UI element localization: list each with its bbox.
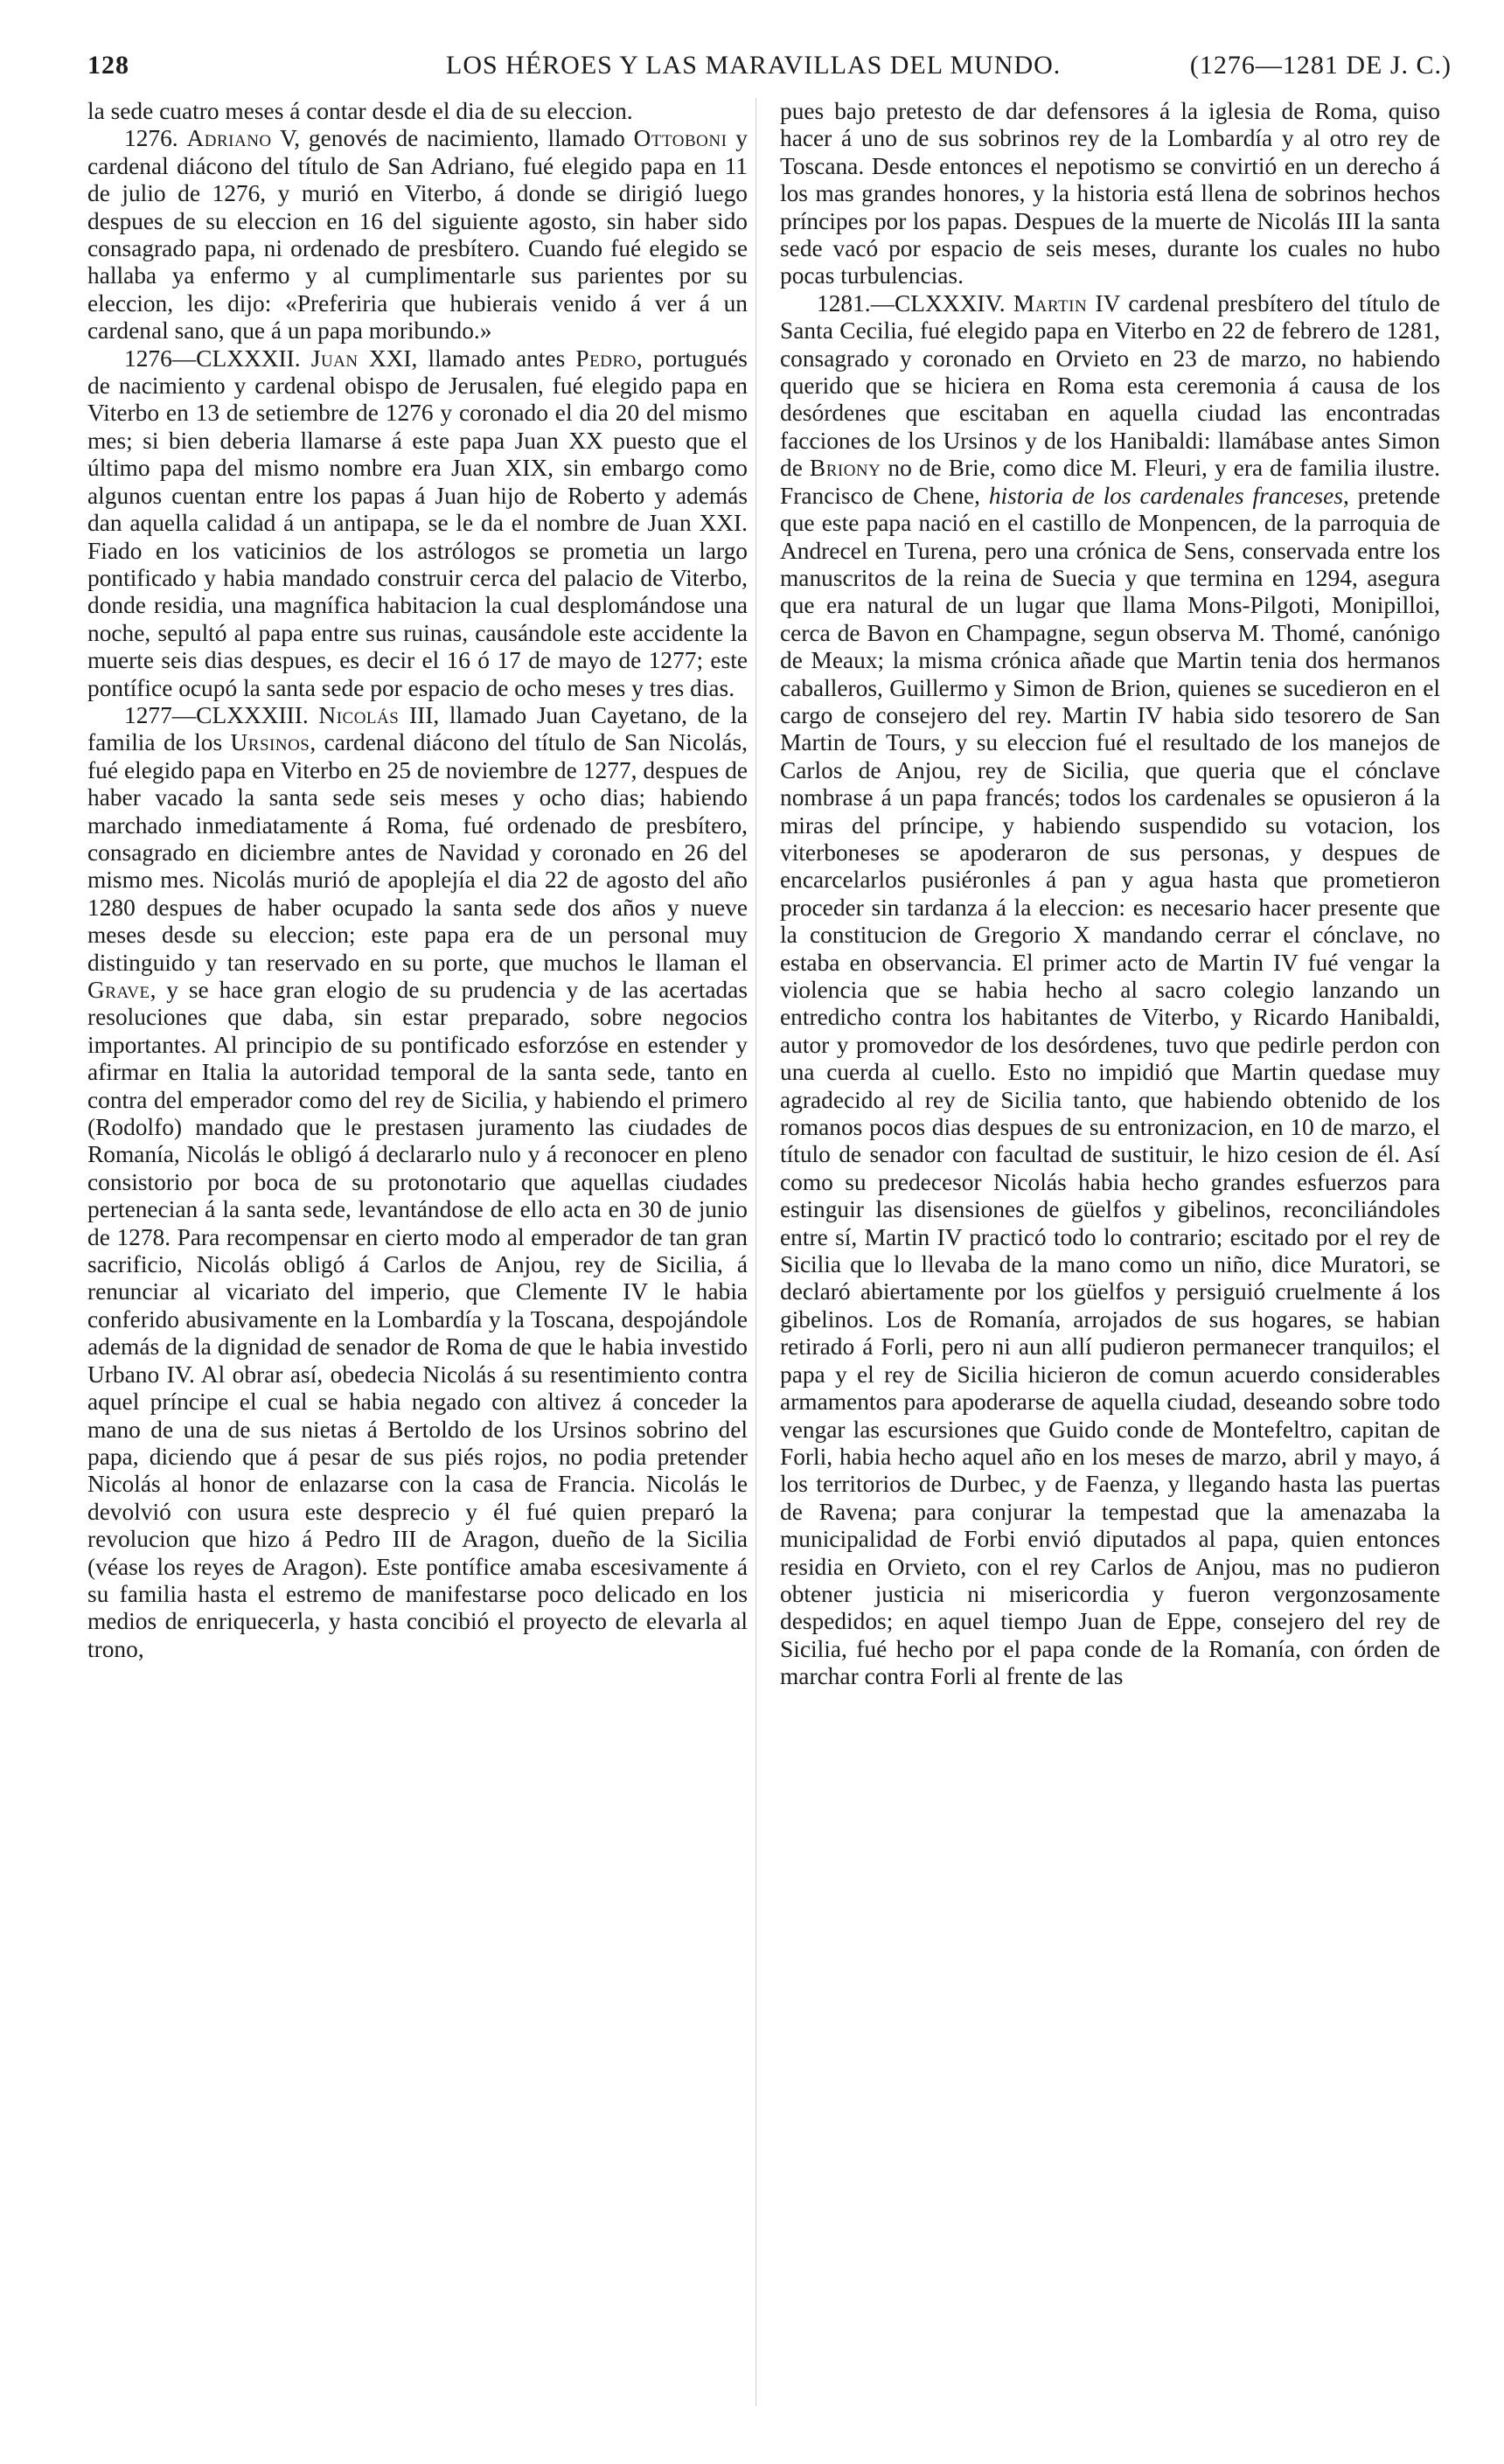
paragraph-text: y cardenal diácono del título de San Adriano, fué elegido papa en 11 de julio de 1276, y murió en Viterbo, á donde se dirigió luego despues de su eleccion en 16 del siguiente agosto, sin haber sido consagrado papa, ni ordenado de presbítero. Cuando fué elegido se hallaba ya enfermo y al cumplimentarle sus parientes por su eleccion, les dijo: «Preferiria que hubierais venido á ver á un cardenal sano, que á un papa moribundo.» bbox=[87, 125, 748, 345]
running-header bbox=[87, 51, 1452, 89]
paragraph-text: , cardenal diácono del título de San Nicolás, fué elegido papa en Viterbo en 25 de noviembre de 1277, despues de haber vacado la santa sede seis meses y ocho dias; habiendo marchado inmediatamente á Roma, fué ordenado de presbítero, consagrado en diciembre antes de Navidad y coronado en 26 del mismo mes. Nicolás murió de apoplejía el dia 22 de agosto del año 1280 despues de haber ocupado la santa sede dos años y nueve meses desde su eleccion; este papa era de un personal muy distinguido y tan reservado en su porte, que muchos le llaman el bbox=[87, 729, 748, 976]
pope-name: Nicolás bbox=[318, 701, 400, 728]
pope-name: Juan bbox=[310, 345, 359, 372]
entry-number: 1277—CLXXXIII. bbox=[124, 701, 309, 728]
family-name: Ursinos bbox=[230, 729, 310, 756]
family-name: Ottoboni bbox=[633, 125, 728, 152]
right-column bbox=[780, 98, 1440, 1691]
left-column bbox=[87, 98, 748, 1663]
paragraph-text: , portugués de nacimiento y cardenal obispo de Jerusalen, fué elegido papa en Viterbo en 13 de setiembre de 1276 y coronado el dia 20 del mismo mes; si bien deberia llamarse á este papa Juan XX puesto que el último papa del mismo nombre era Juan XIX, sin embargo como algunos cuentan entre los papas á Juan hijo de Roberto y además dan aquella calidad á un antipapa, se le da el nombre de Juan XXI. Fiado en los vaticinios de los astrólogos se prometia un largo pontificado y habia mandado construir cerca del palacio de Viterbo, donde residia, una magnífica habitacion la cual desplomándose una noche, sepultó al papa entre sus ruinas, causándole este accidente la muerte seis dias despues, es decir el 16 ó 17 de mayo de 1277; este pontífice ocupó la santa sede por espacio de ocho meses y tres dias. bbox=[87, 345, 748, 701]
page-number: 128 bbox=[87, 51, 129, 80]
paragraph-adriano-v bbox=[87, 125, 748, 345]
paragraph-text: IV cardenal presbítero del título de Santa Cecilia, fué elegido papa en Viterbo en 22 de febrero de 1281, consagrado y coronado en Orvieto en 23 de marzo, no habiendo querido que se hiciera en Roma esta ceremonia á causa de los desórdenes que escitaban en aquella ciudad las encontradas facciones de los Ursinos y de los Hanibaldi: llamábase antes Simon de bbox=[780, 289, 1440, 482]
entry-number: 1281.—CLXXXIV. bbox=[817, 289, 1006, 317]
column-divider bbox=[755, 98, 756, 2406]
pope-name: Adriano bbox=[186, 125, 272, 152]
original-name: Pedro bbox=[575, 345, 637, 372]
entry-year: 1276. bbox=[124, 125, 178, 152]
paragraph-text: XXI, llamado antes bbox=[368, 345, 566, 372]
entry-number: 1276—CLXXXII. bbox=[124, 345, 301, 372]
paragraph-continuation: la sede cuatro meses á contar desde el dia de su eleccion. bbox=[87, 98, 633, 124]
epithet: Grave bbox=[87, 977, 150, 1003]
pope-name: Martin bbox=[1013, 289, 1088, 317]
paragraph-text: III, llamado Juan Cayetano, de la familia de los bbox=[87, 701, 748, 756]
family-name: Briony bbox=[809, 455, 881, 482]
book-title: historia de los cardenales franceses bbox=[988, 482, 1343, 509]
date-range: (1276—1281 DE J. C.) bbox=[1189, 51, 1452, 80]
paragraph-martin-iv bbox=[780, 290, 1440, 1691]
paragraph-nicolas-iii bbox=[87, 702, 748, 1663]
paragraph-text: no de Brie, como dice M. Fleuri, y era de familia ilustre. Francisco de Chene, bbox=[780, 455, 1441, 509]
paragraph-text: , y se hace gran elogio de su prudencia y de las acertadas resoluciones que daba, sin estar preparado, sobre negocios importantes. Al principio de su pontificado esforzóse en estender y afirmar en Italia la autoridad temporal de la santa sede, tanto en contra del emperador como del rey de Sicilia, y habiendo el primero (Rodolfo) mandado que le prestasen juramento las ciudades de Romanía, Nicolás le obligó á declararlo nulo y á reconocer en pleno consistorio por boca de su protonotario que aquellas ciudades pertenecian á la santa sede, levantándose de ello acta en 30 de junio de 1278. Para recompensar en cierto modo al emperador de tan gran sacrificio, Nicolás obligó á Carlos de Anjou, rey de Sicilia, á renunciar al vicariato del imperio, que Clemente IV le habia conferido abusivamente en la Lombardía y la Toscana, despojándole además de la dignidad de senador de Roma de que le habia investido Urbano IV. Al obrar así, obedecia Nicolás á su resentimiento contra aquel príncipe el cual se habia negado con altivez á conceder la mano de una de sus nietas á Bertoldo de los Ursinos sobrino del papa, diciendo que á pesar de sus piés rojos, no podia pretender Nicolás al honor de enlazarse con la casa de Francia. Nicolás le devolvió con usura este desprecio y él fué quien preparó la revolucion que hizo á Pedro III de Aragon, dueño de la Sicilia (véase los reyes de Aragon). Este pontífice amaba escesivamente á su familia hasta el estremo de manifestarse poco delicado en los medios de enriquecerla, y hasta concibió el proyecto de elevarla al trono, bbox=[87, 977, 748, 1662]
running-title: LOS HÉROES Y LAS MARAVILLAS DEL MUNDO. bbox=[446, 51, 1062, 80]
paragraph-text: V, genovés de nacimiento, llamado bbox=[279, 125, 625, 152]
paragraph-continuation: pues bajo pretesto de dar defensores á la iglesia de Roma, quiso hacer á uno de sus sobrinos rey de la Lombardía y al otro rey de Toscana. Desde entonces el nepotismo se convirtió en un derecho á los mas grandes honores, y la historia está llena de sobrinos hechos príncipes por los papas. Despues de la muerte de Nicolás III la santa sede vacó por espacio de seis meses, durante los cuales no hubo pocas turbulencias. bbox=[780, 98, 1440, 289]
paragraph-juan-xxi bbox=[87, 345, 748, 702]
paragraph-text: , pretende que este papa nació en el castillo de Monpencen, de la parroquia de Andrecel en Turena, pero una crónica de Sens, conservada entre los manuscritos de la reina de Suecia y que termina en 1294, asegura que era natural de un lugar que llama Mons-Pilgoti, Monipilloi, cerca de Bavon en Champagne, segun observa M. Thomé, canónigo de Meaux; la misma crónica añade que Martin tenia dos hermanos caballeros, Guillermo y Simon de Brion, quienes se sucedieron en el cargo de consejero del rey. Martin IV habia sido tesorero de San Martin de Tours, y su eleccion fué el resultado de los manejos de Carlos de Anjou, rey de Sicilia, que queria que el cónclave nombrase á un papa francés; todos los cardenales se opusieron á la miras del príncipe, y habiendo suspendido su votacion, los viterboneses se apoderaron de sus personas, y despues de encarcelarlos pusiéronles á pan y agua hasta que prometieron proceder sin tardanza á la eleccion: es necesario hacer presente que la constitucion de Gregorio X mandando cerrar el cónclave, no estaba en observancia. El primer acto de Martin IV fué vengar la violencia que se habia hecho al sacro colegio lanzando un entredicho contra los habitantes de Viterbo, y Ricardo Hanibaldi, autor y promovedor de los desórdenes, tuvo que pedirle perdon con una cuerda al cuello. Esto no impidió que Martin quedase muy agradecido al rey de Sicilia tanto, que habiendo obtenido de los romanos pocos dias despues de su entronizacion, en 10 de marzo, el título de senador con facultad de sustituir, le hizo cesion de él. Así como su predecesor Nicolás habia hecho grandes esfuerzos para estinguir las disensiones de güelfos y gibelinos, reconciliándoles entre sí, Martin IV practicó todo lo contrario; escitado por el rey de Sicilia que lo llevaba de la mano como un niño, dice Muratori, se declaró abiertamente por los güelfos y persiguió cruelmente á los gibelinos. Los de Romanía, arrojados de sus hogares, se habian retirado á Forli, pero ni aun allí pudieron permanecer tranquilos; el papa y el rey de Sicilia hicieron de comun acuerdo considerables armamentos para apoderarse de aquella ciudad, deseando sobre todo vengar las escursiones que Guido conde de Montefeltro, capitan de Forli, habia hecho aquel año en los meses de marzo, abril y mayo, á los territorios de Durbec, y de Faenza, y llegando hasta las puertas de Ravena; para conjurar la tempestad que la amenazaba la municipalidad de Forbi envió diputados al papa, quien entonces residia en Orvieto, con el rey Carlos de Anjou, mas no pudieron obtener justicia ni misericordia y fueron vergonzosamente despedidos; en aquel tiempo Juan de Eppe, consejero del rey de Sicilia, fué hecho por el papa conde de la Romanía, con órden de marchar contra Forli al frente de las bbox=[780, 482, 1441, 1690]
